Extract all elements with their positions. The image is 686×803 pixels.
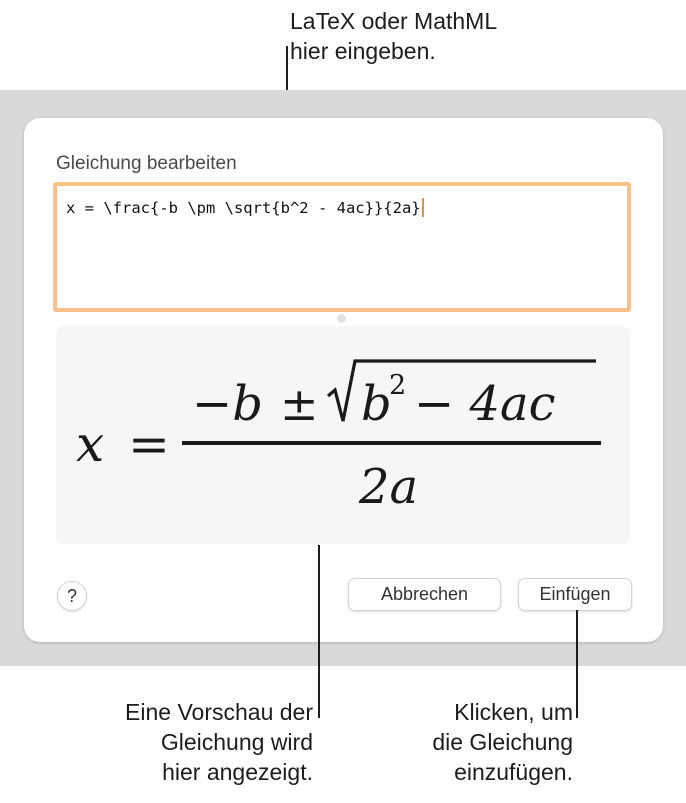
formula-minus-b: −b: [192, 376, 263, 432]
callout-line: hier eingeben.: [290, 38, 436, 64]
dialog-title: Gleichung bearbeiten: [56, 153, 237, 174]
formula-exponent: 2: [389, 370, 407, 401]
cancel-button[interactable]: Abbrechen: [348, 578, 501, 611]
formula-radicand-rest: − 4ac: [414, 376, 556, 432]
leader-line-preview: [318, 545, 320, 718]
callout-line: die Gleichung: [432, 729, 573, 755]
equation-input-value[interactable]: x = \frac{-b \pm \sqrt{b^2 - 4ac}}{2a}: [66, 199, 421, 217]
callout-line: hier angezeigt.: [162, 759, 313, 785]
callout-line: Gleichung wird: [160, 729, 313, 755]
formula-equals: =: [128, 415, 170, 473]
callout-insert-hint: [432, 697, 573, 787]
insert-button[interactable]: Einfügen: [518, 578, 632, 611]
equation-input-text[interactable]: [66, 198, 424, 217]
text-caret: [422, 198, 424, 217]
formula-plus-minus: ±: [280, 377, 319, 431]
resize-handle[interactable]: [337, 314, 346, 323]
callout-preview-hint: [125, 697, 313, 787]
formula-denominator: 2a: [359, 459, 419, 515]
callout-line: Klicken, um: [454, 699, 573, 725]
fraction-bar: [182, 441, 601, 445]
help-button[interactable]: ?: [57, 581, 87, 611]
formula-radicand-b: b: [361, 376, 392, 432]
leader-line-insert: [576, 610, 578, 718]
callout-line: Eine Vorschau der: [125, 699, 313, 725]
equation-preview: [56, 326, 630, 544]
callout-line: einzufügen.: [454, 759, 573, 785]
formula-render: [56, 326, 630, 544]
callout-line: LaTeX oder MathML: [290, 8, 498, 34]
callout-editor-hint: [290, 6, 497, 66]
equation-editor[interactable]: [53, 182, 631, 312]
edit-equation-dialog: [24, 118, 663, 642]
formula-lhs: x: [76, 415, 105, 473]
